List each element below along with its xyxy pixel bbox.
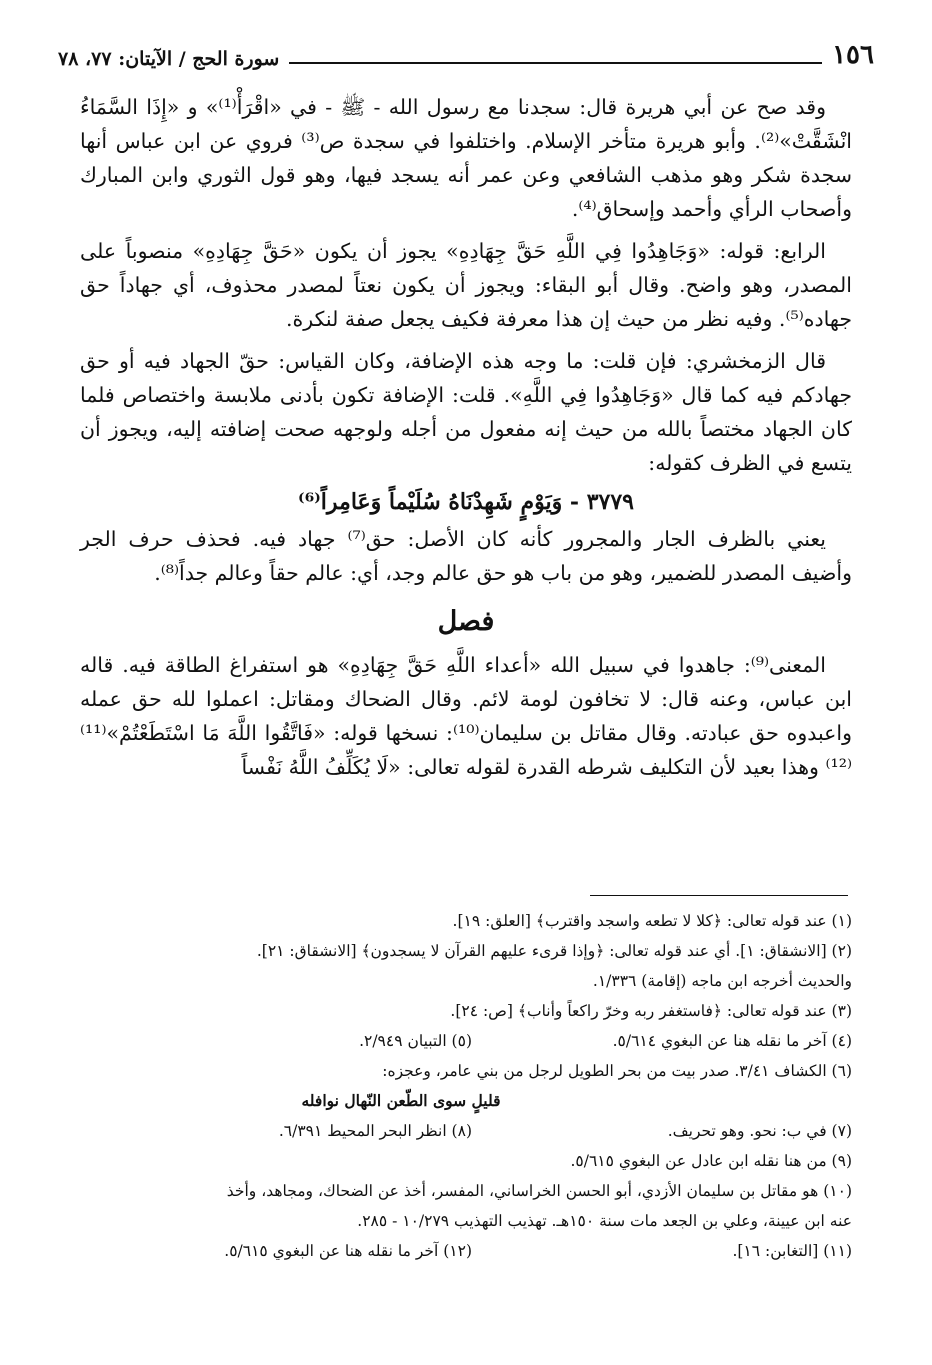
footnote-4: (٤) آخر ما نقله هنا عن البغوي ٥/٦١٤. [612, 1032, 852, 1050]
footnote-3: (٣) عند قوله تعالى: ﴿فاستغفر ربه وخرّ راكعاً وأناب﴾ [ص: ٢٤]. [450, 1002, 852, 1020]
paragraph-explanation: يعني بالظرف الجار والمجرور كأنه كان الأصل: حق⁽⁷⁾ جهاد فيه. فحذف حرف الجر وأضيف المصدر للضمير، وهو من باب هو حق عالم وجد، أي: عالم حقاً وعالم جداً⁽⁸⁾. [80, 527, 852, 585]
footnote-6: (٦) الكشاف ٣/٤١. صدر بيت من بحر الطويل لرجل من بني عامر، وعجزه: [382, 1062, 852, 1080]
paragraph-zamakhshari: قال الزمخشري: فإن قلت: ما وجه هذه الإضافة، وكان القياس: حقّ الجهاد فيه أو حق جهادكم فيه كما قال «وَجَاهِدُوا فِي اللَّهِ». قلت: الإضافة تكون بأدنى ملابسة واختصاص فلما كان الجهاد مختصاً بالله من حيث إنه مفعول من أجله ولوجهه صحت إضافته إليه، ويجوز أن يتسع في الظرف كقوله: [80, 349, 852, 475]
footnote-10: (١٠) هو مقاتل بن سليمان الأزدي، أبو الحسن الخراساني، المفسر، أخذ عن الضحاك، ومجاهد، وأخذ [226, 1182, 852, 1200]
footnote-8: (٨) انظر البحر المحيط ٦/٣٩١. [278, 1122, 472, 1140]
footnote-2: (٢) [الانشقاق: ١]. أي عند قوله تعالى: ﴿وإذا قرىء عليهم القرآن لا يسجدون﴾ [الانشقاق: ٢١]. [256, 942, 852, 960]
footnote-9: (٩) من هنا نقله ابن عادل عن البغوي ٥/٦١٥. [570, 1152, 852, 1170]
footnote-7: (٧) في ب: نحو. وهو تحريف. [667, 1122, 852, 1140]
header-rule [289, 62, 822, 64]
footnote-1: (١) عند قوله تعالى: ﴿كلا لا تطعه واسجد واقترب﴾ [العلق: ١٩]. [452, 912, 852, 930]
footnote-12: (١٢) آخر ما نقله هنا عن البغوي ٥/٦١٥. [224, 1242, 472, 1260]
footnote-separator [590, 895, 848, 896]
section-heading: فصل [437, 606, 495, 637]
footnote-row-7-8 [70, 1117, 852, 1145]
footnote-row-11-12 [70, 1237, 852, 1265]
paragraph-meaning: المعنى⁽⁹⁾: جاهدوا في سبيل الله «أعداء اللَّهِ حَقَّ جِهَادِهِ» هو استفراغ الطاقة فيه. قاله ابن عباس، وعنه قال: لا تخافون لومة لائم. وقال الضحاك ومقاتل: اعملوا لله حق عمله واعبدوه حق عبادته. وقال مقاتل بن سليمان⁽¹⁰⁾: نسخها قوله: «فَاتَّقُوا اللَّهَ مَا اسْتَطَعْتُمْ»⁽¹¹⁾⁽¹²⁾ وهذا بعيد لأن التكليف شرطه القدرة لقوله تعالى: «لَا يُكَلِّفُ اللَّهُ نَفْساً [80, 653, 852, 779]
page-number: ١٥٦ [832, 40, 874, 70]
main-text [80, 90, 852, 784]
footnote-2-continued: والحديث أخرجه ابن ماجه (إقامة) ١/٣٣٦. [592, 972, 852, 990]
footnote-10-continued: عنه ابن عيينة، وعلي بن الجعد مات سنة ١٥٠هـ. تهذيب التهذيب ١٠/٢٧٩ - ٢٨٥. [357, 1212, 852, 1230]
footnote-5: (٥) التبيان ٢/٩٤٩. [359, 1032, 472, 1050]
footnote-6-poem: قليلٍ سوى الطّعن النّهال نوافله [301, 1091, 501, 1110]
footnote-11: (١١) [التغابن: ١٦]. [732, 1242, 852, 1260]
running-title: سورة الحج / الآيتان: ٧٧، ٧٨ [58, 48, 280, 70]
footnote-row-4-5 [70, 1027, 852, 1055]
paragraph-fourth: الرابع: قوله: «وَجَاهِدُوا فِي اللَّهِ حَقَّ جِهَادِهِ» يجوز أن يكون «حَقَّ جِهَادِهِ» منصوباً على المصدر، وهو واضح. وقال أبو البقاء: ويجوز أن يكون نعتاً لمصدر محذوف، أي جهاداً حق جهاده⁽⁵⁾. وفيه نظر من حيث إن هذا معرفة فكيف يجعل صفة لنكرة. [80, 239, 852, 331]
footnotes [70, 905, 852, 1267]
page-header [58, 30, 874, 70]
paragraph-sajda: وقد صح عن أبي هريرة قال: سجدنا مع رسول الله - ﷺ - في «اقْرَأْ⁽¹⁾» و «إِذَا السَّمَاءُ انْشَقَّتْ»⁽²⁾. وأبو هريرة متأخر الإسلام. واختلفوا في سجدة ص⁽³⁾ فروي عن ابن عباس أنها سجدة شكر وهو مذهب الشافعي وعن عمر أنه يسجد فيها، وهو قول الثوري وابن المبارك وأصحاب الرأي وأحمد وإسحاق⁽⁴⁾. [80, 95, 852, 221]
poetry-verse: ٣٧٧٩ - وَيَوْمٍ شَهِدْنَاهُ سُلَيْماً وَعَامِراً⁽⁶⁾ [298, 489, 634, 515]
